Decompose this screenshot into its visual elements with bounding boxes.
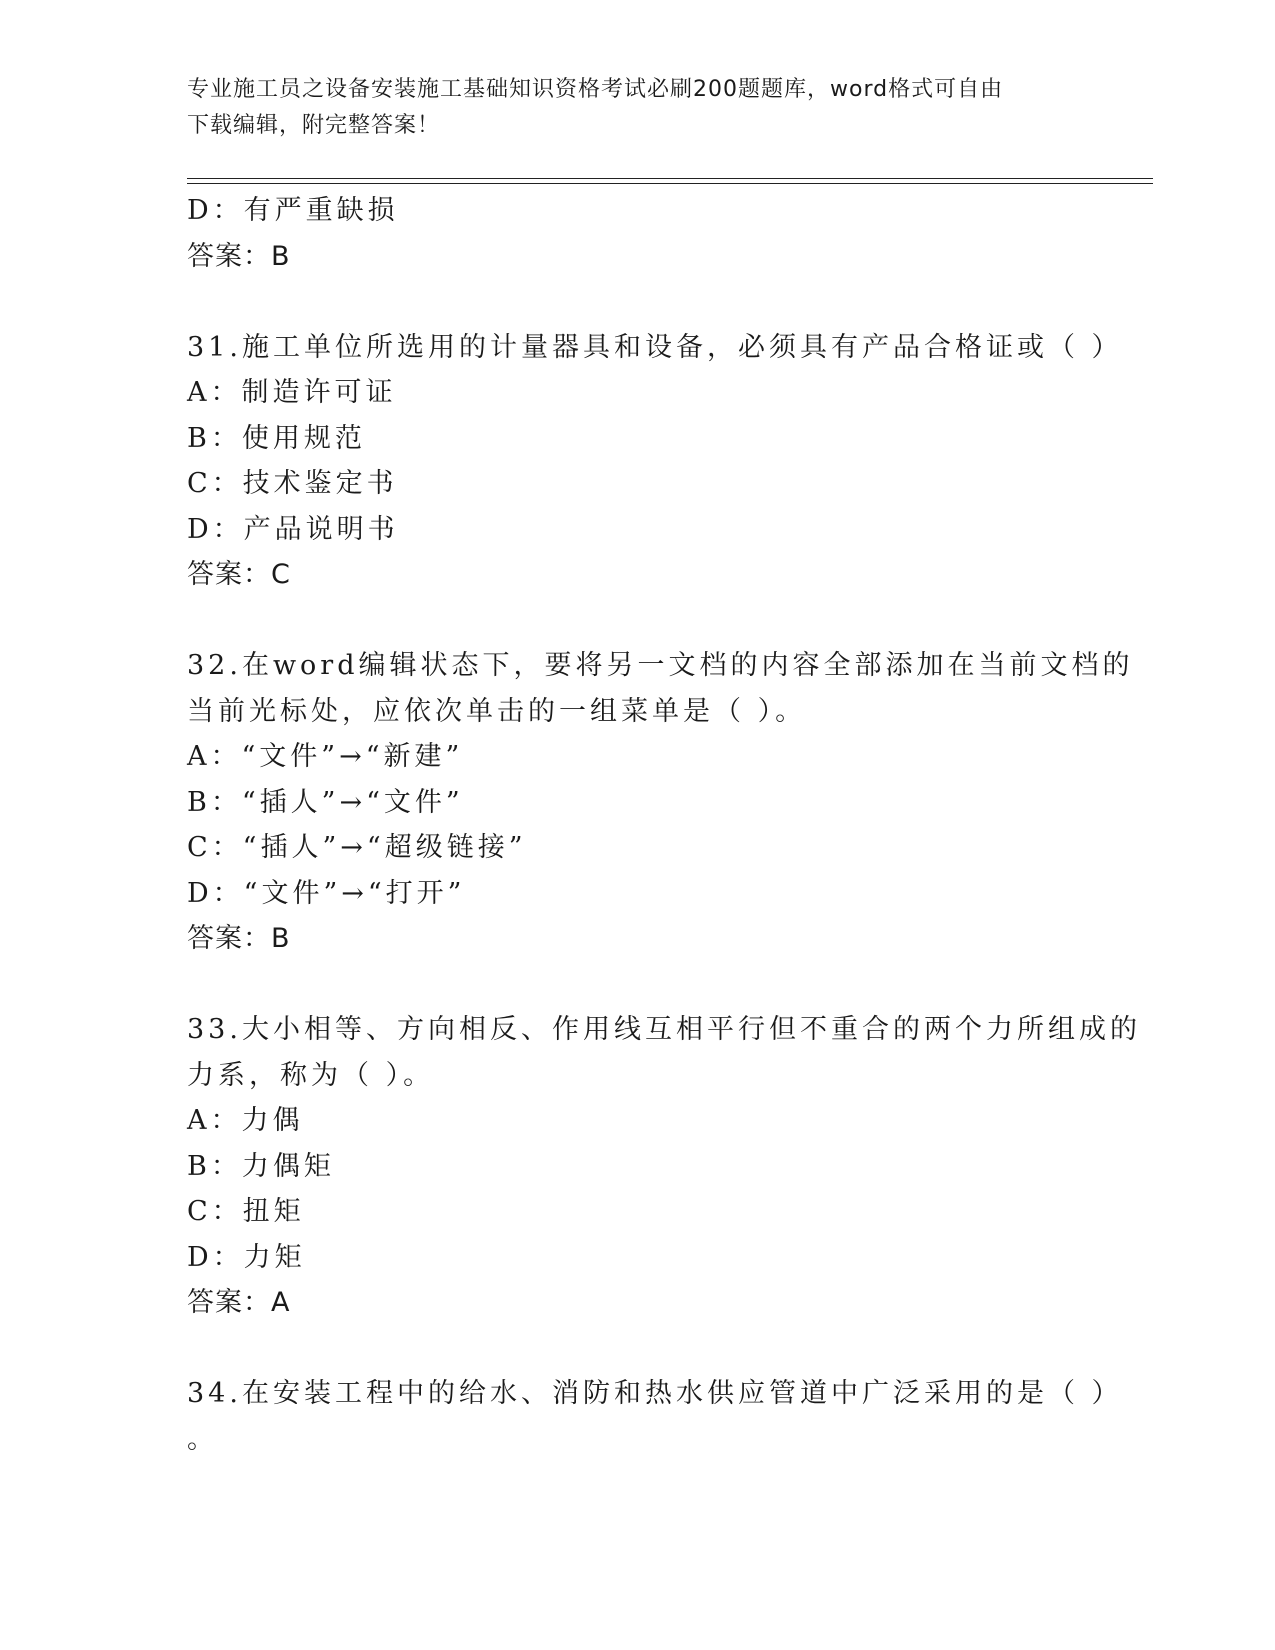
header-divider-top [187,178,1153,179]
question-32 [187,643,1134,962]
question-text-line-1: 32.在word编辑状态下，要将另一文档的内容全部添加在当前文档的 [187,650,1134,681]
header-line-2: 下载编辑，附完整答案！ [187,113,441,138]
answer: 答案：C [187,559,291,590]
page-header [187,72,1067,144]
question-text: 31.施工单位所选用的计量器具和设备，必须具有产品合格证或（ ） [187,331,1123,363]
option-a: A：制造许可证 [187,377,397,408]
question-text-line-2: 。 [187,1423,218,1455]
answer: 答案：B [187,923,291,954]
question-text-line-2: 当前光标处，应依次单击的一组菜单是（ ）。 [187,695,807,727]
question-text-line-1: 34.在安装工程中的给水、消防和热水供应管道中广泛采用的是（ ） [187,1378,1123,1409]
prev-option-d: D：有严重缺损 [187,195,399,226]
question-34 [187,1371,1123,1462]
option-c: C：技术鉴定书 [187,468,398,499]
option-b: B：“插人”→“文件” [187,786,464,818]
question-content [187,188,1141,1462]
option-a: A：“文件”→“新建” [187,741,464,772]
option-d: D：产品说明书 [187,513,399,545]
spacer [187,962,1087,1008]
spacer [187,1326,1087,1372]
option-d: D：“文件”→“打开” [187,877,466,909]
option-d: D：力矩 [187,1241,306,1273]
option-b: B：力偶矩 [187,1150,335,1182]
option-b: B：使用规范 [187,422,366,454]
answer: 答案：A [187,1287,291,1318]
header-divider-bottom [187,183,1153,184]
option-a: A：力偶 [187,1105,304,1136]
question-33 [187,1007,1141,1326]
question-text-line-1: 33.大小相等、方向相反、作用线互相平行但不重合的两个力所组成的 [187,1014,1141,1045]
prev-answer: 答案：B [187,240,291,272]
spacer [187,279,1087,325]
spacer [187,598,1087,644]
option-c: C：“插人”→“超级链接” [187,832,527,863]
question-31 [187,325,1123,598]
header-line-1: 专业施工员之设备安装施工基础知识资格考试必刷200题题库，word格式可自由 [187,77,1004,102]
option-c: C：扭矩 [187,1196,305,1227]
question-text-line-2: 力系，称为（ ）。 [187,1059,435,1091]
